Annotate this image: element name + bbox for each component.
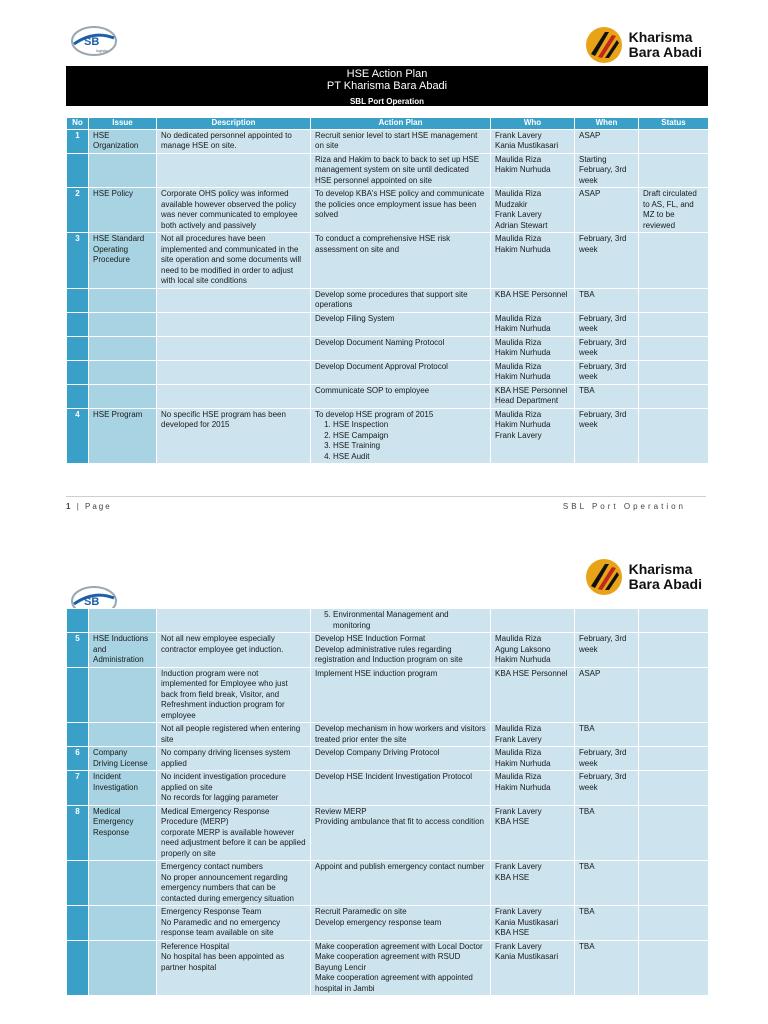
cell-action-plan: To conduct a comprehensive HSE risk assessment on site and xyxy=(311,233,491,289)
table-row xyxy=(67,336,709,360)
cell-status xyxy=(639,153,709,188)
cell-status xyxy=(639,312,709,336)
cell-when: TBA xyxy=(575,906,639,941)
cell-who: KBA HSE Personnel xyxy=(491,288,575,312)
cell-when: February, 3rd week xyxy=(575,312,639,336)
cell-when: February, 3rd week xyxy=(575,771,639,806)
cell-no xyxy=(67,384,89,408)
cell-action-plan: Develop Document Naming Protocol xyxy=(311,336,491,360)
cell-no: 6 xyxy=(67,747,89,771)
cell-action-plan: To develop HSE program of 2015 1. HSE Inspection 2. HSE Campaign 3. HSE Training 4. HSE Audit xyxy=(311,408,491,464)
cell-when: February, 3rd week xyxy=(575,633,639,668)
table-row xyxy=(67,188,709,233)
cell-action-plan: Develop some procedures that support site operations xyxy=(311,288,491,312)
cell-action-plan: Implement HSE induction program xyxy=(311,667,491,723)
table-row xyxy=(67,747,709,771)
cell-description: No company driving licenses system applied xyxy=(157,747,311,771)
table-row xyxy=(67,288,709,312)
cell-description: Induction program were not implemented for Employee who just back from field break, Visitor, and Refreshment induction program for employee xyxy=(157,667,311,723)
cell-no: 4 xyxy=(67,408,89,464)
cell-no xyxy=(67,360,89,384)
column-header-action-plan: Action Plan xyxy=(311,118,491,130)
table-row xyxy=(67,861,709,906)
cell-when: TBA xyxy=(575,805,639,861)
cell-description: Not all people registered when entering site xyxy=(157,723,311,747)
cell-description: No specific HSE program has been developed for 2015 xyxy=(157,408,311,464)
column-header-who: Who xyxy=(491,118,575,130)
cell-who: Frank Lavery KBA HSE xyxy=(491,805,575,861)
cell-action-plan: Develop HSE Induction Format Develop administrative rules regarding registration and Induction program on site xyxy=(311,633,491,668)
page-footer xyxy=(66,496,706,511)
cell-status xyxy=(639,771,709,806)
cell-when: Starting February, 3rd week xyxy=(575,153,639,188)
sb-logistic-logo xyxy=(70,24,118,58)
cell-description xyxy=(157,609,311,633)
kba-logo-line2: Bara Abadi xyxy=(628,576,702,592)
cell-issue: HSE Inductions and Administration xyxy=(89,633,157,668)
cell-who: Maulida Riza Hakim Nurhuda xyxy=(491,336,575,360)
cell-status: Draft circulated to AS, FL, and MZ to be reviewed xyxy=(639,188,709,233)
kba-logo-text xyxy=(629,562,702,592)
cell-no xyxy=(67,940,89,996)
cell-status xyxy=(639,805,709,861)
table-row xyxy=(67,384,709,408)
cell-issue: HSE Organization xyxy=(89,129,157,153)
cell-who: Maulida Riza Hakim Nurhuda xyxy=(491,771,575,806)
cell-action-plan xyxy=(311,609,491,633)
cell-who: KBA HSE Personnel Head Department xyxy=(491,384,575,408)
table-header-row xyxy=(67,118,709,130)
cell-when: TBA xyxy=(575,861,639,906)
cell-who: Maulida Riza Agung Laksono Hakim Nurhuda xyxy=(491,633,575,668)
cell-action-plan: Develop Company Driving Protocol xyxy=(311,747,491,771)
cell-description: Not all procedures have been implemented and communicated in the site operation and some documents will need to be modified in order to adjust with local site conditions xyxy=(157,233,311,289)
cell-status xyxy=(639,360,709,384)
cell-who xyxy=(491,609,575,633)
hse-action-plan-table-continued xyxy=(66,608,709,996)
cell-description xyxy=(157,336,311,360)
kba-logo-line1: Kharisma xyxy=(628,561,693,577)
column-header-when: When xyxy=(575,118,639,130)
cell-issue xyxy=(89,667,157,723)
cell-when: February, 3rd week xyxy=(575,336,639,360)
page-label: | Page xyxy=(76,502,112,511)
cell-status xyxy=(639,747,709,771)
cell-no: 8 xyxy=(67,805,89,861)
cell-description xyxy=(157,288,311,312)
kba-logo-line1: Kharisma xyxy=(628,29,693,45)
cell-issue: Incident Investigation xyxy=(89,771,157,806)
cell-when: ASAP xyxy=(575,188,639,233)
cell-description: Corporate OHS policy was informed available however observed the policy was never communicated to employee both actively and passively xyxy=(157,188,311,233)
cell-who: Maulida Riza Hakim Nurhuda xyxy=(491,153,575,188)
cell-description: No dedicated personnel appointed to manage HSE on site. xyxy=(157,129,311,153)
table-row xyxy=(67,408,709,464)
cell-description xyxy=(157,312,311,336)
cell-no: 7 xyxy=(67,771,89,806)
document-title-block xyxy=(66,66,708,106)
column-header-description: Description xyxy=(157,118,311,130)
operation-name: SBL Port Operation xyxy=(349,97,425,106)
cell-who: Frank Lavery KBA HSE xyxy=(491,861,575,906)
cell-when: ASAP xyxy=(575,667,639,723)
cell-no: 3 xyxy=(67,233,89,289)
cell-who: Frank Lavery Kania Mustikasari xyxy=(491,129,575,153)
cell-status xyxy=(639,667,709,723)
cell-no xyxy=(67,288,89,312)
cell-who: Frank Lavery Kania Mustikasari KBA HSE xyxy=(491,906,575,941)
action-plan-list xyxy=(315,420,486,462)
cell-description: Emergency contact numbers No proper announcement regarding emergency numbers that can be contacted during emergency situation xyxy=(157,861,311,906)
table-row xyxy=(67,129,709,153)
kba-logo-line2: Bara Abadi xyxy=(628,44,702,60)
table-row xyxy=(67,771,709,806)
cell-when: TBA xyxy=(575,288,639,312)
cell-action-plan: Develop Document Approval Protocol xyxy=(311,360,491,384)
cell-issue: HSE Program xyxy=(89,408,157,464)
page-gap xyxy=(0,530,768,560)
table-row xyxy=(67,609,709,633)
cell-status xyxy=(639,233,709,289)
cell-issue: Medical Emergency Response xyxy=(89,805,157,861)
cell-action-plan: Develop HSE Incident Investigation Protocol xyxy=(311,771,491,806)
cell-no: 1 xyxy=(67,129,89,153)
cell-issue xyxy=(89,609,157,633)
cell-action-plan: To develop KBA's HSE policy and communicate the policies once employment issue has been solved xyxy=(311,188,491,233)
cell-issue xyxy=(89,940,157,996)
cell-action-plan: Recruit Paramedic on site Develop emergency response team xyxy=(311,906,491,941)
cell-description xyxy=(157,360,311,384)
column-header-issue: Issue xyxy=(89,118,157,130)
cell-description: Reference Hospital No hospital has been appointed as partner hospital xyxy=(157,940,311,996)
cell-description: Medical Emergency Response Procedure (MERP) corporate MERP is available however need adjustment before it can be applied properly on site xyxy=(157,805,311,861)
cell-issue: HSE Standard Operating Procedure xyxy=(89,233,157,289)
column-header-status: Status xyxy=(639,118,709,130)
kharisma-bara-abadi-logo xyxy=(585,558,702,596)
cell-who: Frank Lavery Kania Mustikasari xyxy=(491,940,575,996)
cell-description xyxy=(157,384,311,408)
table-row xyxy=(67,360,709,384)
cell-who: Maulida Riza Frank Lavery xyxy=(491,723,575,747)
hse-action-plan-table xyxy=(66,117,709,464)
cell-status xyxy=(639,906,709,941)
cell-status xyxy=(639,288,709,312)
cell-status xyxy=(639,940,709,996)
cell-issue xyxy=(89,906,157,941)
action-plan-list-item: 2. HSE Campaign xyxy=(333,431,486,442)
kba-logo-text xyxy=(629,30,702,60)
cell-when xyxy=(575,609,639,633)
cell-when: TBA xyxy=(575,940,639,996)
cell-description: Not all new employee especially contractor employee get induction. xyxy=(157,633,311,668)
cell-no xyxy=(67,609,89,633)
cell-action-plan: Review MERP Providing ambulance that fit to access condition xyxy=(311,805,491,861)
cell-who: Maulida Riza Mudzakir Frank Lavery Adrian Stewart xyxy=(491,188,575,233)
table-row xyxy=(67,667,709,723)
cell-no xyxy=(67,861,89,906)
column-header-no: No xyxy=(67,118,89,130)
cell-when: ASAP xyxy=(575,129,639,153)
cell-status xyxy=(639,723,709,747)
cell-when: TBA xyxy=(575,384,639,408)
cell-when: February, 3rd week xyxy=(575,360,639,384)
kba-emblem-icon xyxy=(585,26,623,64)
table-row xyxy=(67,153,709,188)
cell-issue xyxy=(89,312,157,336)
action-plan-list-item: 3. HSE Training xyxy=(333,441,486,452)
cell-issue xyxy=(89,153,157,188)
cell-issue xyxy=(89,384,157,408)
footer-page-number xyxy=(66,502,112,511)
cell-no: 5 xyxy=(67,633,89,668)
cell-action-plan: Appoint and publish emergency contact number xyxy=(311,861,491,906)
cell-no xyxy=(67,723,89,747)
table-row xyxy=(67,312,709,336)
kharisma-bara-abadi-logo xyxy=(585,26,702,64)
company-name: PT Kharisma Bara Abadi xyxy=(326,80,448,92)
cell-issue: HSE Policy xyxy=(89,188,157,233)
cell-no xyxy=(67,153,89,188)
cell-who: Maulida Riza Hakim Nurhuda xyxy=(491,312,575,336)
cell-status xyxy=(639,633,709,668)
cell-when: TBA xyxy=(575,723,639,747)
sb-logo-text: SB xyxy=(84,596,100,608)
cell-no xyxy=(67,906,89,941)
cell-no xyxy=(67,336,89,360)
cell-no xyxy=(67,667,89,723)
kba-emblem-icon xyxy=(585,558,623,596)
cell-no xyxy=(67,312,89,336)
cell-status xyxy=(639,861,709,906)
document-page-2 xyxy=(0,560,768,1024)
cell-when: February, 3rd week xyxy=(575,408,639,464)
cell-who: Maulida Riza Hakim Nurhuda xyxy=(491,233,575,289)
sb-logo-subtext: logistic xyxy=(96,48,109,53)
footer-section: SBL Port Operation xyxy=(562,502,686,511)
cell-description: Emergency Response Team No Paramedic and no emergency response team available on site xyxy=(157,906,311,941)
cell-status xyxy=(639,384,709,408)
table-row xyxy=(67,940,709,996)
cell-issue xyxy=(89,723,157,747)
cell-no: 2 xyxy=(67,188,89,233)
cell-issue xyxy=(89,360,157,384)
action-plan-list-item: 1. HSE Inspection xyxy=(333,420,486,431)
cell-who: Maulida Riza Hakim Nurhuda xyxy=(491,747,575,771)
cell-when: February, 3rd week xyxy=(575,747,639,771)
cell-status xyxy=(639,336,709,360)
action-plan-list-item: 5. Environmental Management and monitoring xyxy=(333,610,486,631)
cell-when: February, 3rd week xyxy=(575,233,639,289)
cell-issue xyxy=(89,336,157,360)
cell-issue: Company Driving License xyxy=(89,747,157,771)
cell-who: Maulida Riza Hakim Nurhuda xyxy=(491,360,575,384)
table-row xyxy=(67,805,709,861)
page-number: 1 xyxy=(66,502,73,511)
table-row xyxy=(67,906,709,941)
cell-action-plan: Develop Filing System xyxy=(311,312,491,336)
cell-status xyxy=(639,408,709,464)
cell-who: KBA HSE Personnel xyxy=(491,667,575,723)
cell-action-plan: Riza and Hakim to back to back to set up HSE management system on site until dedicated HSE personnel appointed on site xyxy=(311,153,491,188)
cell-action-plan: Communicate SOP to employee xyxy=(311,384,491,408)
sb-logo-text: SB xyxy=(84,36,100,48)
cell-action-plan: Make cooperation agreement with Local Doctor Make cooperation agreement with RSUD Bayung Lencir Make cooperation agreement with appointed hospital in Jambi xyxy=(311,940,491,996)
cell-action-plan: Recruit senior level to start HSE management on site xyxy=(311,129,491,153)
action-plan-list xyxy=(315,610,486,631)
cell-description xyxy=(157,153,311,188)
table-row xyxy=(67,633,709,668)
cell-who: Maulida Riza Hakim Nurhuda Frank Lavery xyxy=(491,408,575,464)
cell-action-plan: Develop mechanism in how workers and visitors treated prior enter the site xyxy=(311,723,491,747)
document-title: HSE Action Plan xyxy=(346,68,428,80)
cell-description: No incident investigation procedure applied on site No records for lagging parameter xyxy=(157,771,311,806)
cell-status xyxy=(639,609,709,633)
cell-status xyxy=(639,129,709,153)
cell-issue xyxy=(89,288,157,312)
cell-issue xyxy=(89,861,157,906)
table-row xyxy=(67,233,709,289)
table-row xyxy=(67,723,709,747)
action-plan-list-item: 4. HSE Audit xyxy=(333,452,486,463)
